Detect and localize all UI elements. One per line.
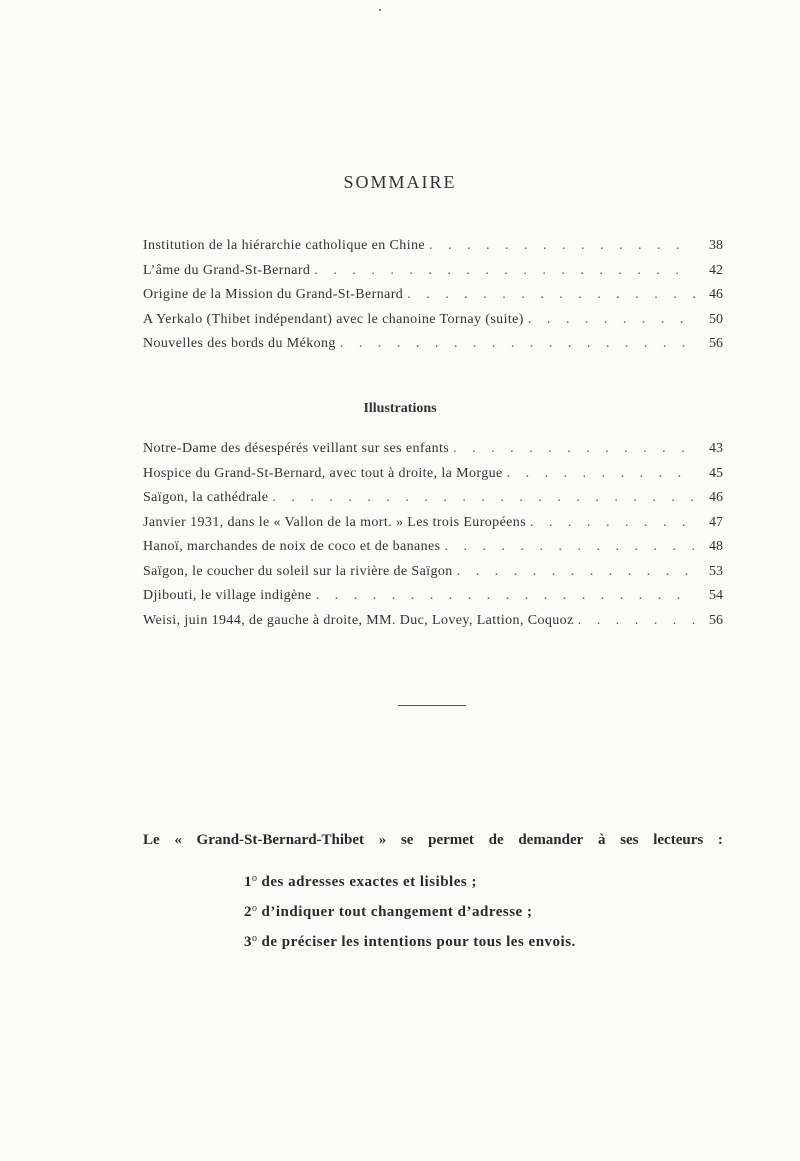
notice-word: » (378, 832, 387, 848)
toc-entry-title: A Yerkalo (Thibet indépendant) avec le chanoine Tornay (suite) (143, 311, 524, 327)
notice-word: Le (143, 832, 160, 848)
toc-entry-page: 56 (709, 336, 723, 351)
request-text: de préciser les intentions pour tous les envois. (261, 934, 576, 950)
illustration-title: Hanoï, marchandes de noix de coco et de bananes (143, 539, 441, 554)
request-text: des adresses exactes et lisibles ; (261, 874, 477, 890)
toc-entry-title: Origine de la Mission du Grand-St-Bernard (143, 287, 404, 302)
dot-leader (453, 441, 695, 457)
illustration-entry (143, 613, 723, 638)
illustration-entry (143, 490, 723, 515)
ordinal-mark: o (252, 933, 258, 944)
toc-entry (143, 238, 723, 263)
toc-entry (143, 287, 723, 312)
ordinal-mark: o (252, 903, 258, 914)
illustration-title: Saïgon, la cathédrale (143, 490, 269, 505)
dot-leader (507, 466, 695, 482)
ordinal-mark: o (252, 873, 258, 884)
dot-leader (314, 263, 695, 279)
toc-entry-title: Institution de la hiérarchie catholique en Chine (143, 238, 426, 253)
request-item (244, 873, 576, 903)
dot-leader (316, 588, 695, 604)
toc-entry-title: L’âme du Grand-St-Bernard (143, 262, 311, 278)
table-of-contents (143, 238, 723, 361)
illustrations-list (143, 441, 723, 637)
illustration-title: Saïgon, le coucher du soleil sur la rivière de Saïgon (143, 563, 453, 579)
illustration-title: Notre-Dame des désespérés veillant sur ses enfants (143, 441, 450, 456)
toc-entry-page: 50 (709, 311, 723, 327)
dot-leader (429, 238, 695, 254)
toc-entry (143, 263, 723, 288)
illustration-page: 47 (709, 514, 723, 530)
illustration-entry (143, 515, 723, 540)
illustration-entry (143, 539, 723, 564)
notice-word: Grand-St-Bernard-Thibet (196, 832, 365, 848)
dot-leader (578, 613, 695, 629)
notice-word: lecteurs (653, 832, 704, 848)
notice-word: demander (518, 832, 584, 848)
dot-leader (528, 312, 695, 328)
illustration-entry (143, 588, 723, 613)
notice-word: de (488, 832, 504, 848)
illustration-entry (143, 441, 723, 466)
notice-word: se (400, 832, 414, 848)
request-item (244, 933, 576, 963)
illustration-page: 53 (709, 563, 723, 579)
notice-word: permet (428, 832, 474, 848)
request-text: d’indiquer tout changement d’adresse ; (261, 904, 533, 920)
dot-leader (340, 336, 695, 352)
dot-leader (457, 564, 695, 580)
dot-leader (445, 539, 695, 555)
illustration-page: 46 (709, 490, 723, 505)
toc-entry (143, 312, 723, 337)
illustration-page: 54 (709, 588, 723, 603)
illustration-entry (143, 564, 723, 589)
top-mark (379, 9, 381, 11)
illustration-page: 56 (709, 612, 723, 628)
page-title: SOMMAIRE (343, 172, 457, 192)
request-number: 2 (244, 904, 252, 920)
notice-word: : (717, 832, 723, 848)
request-list (244, 873, 576, 963)
notice-word: à (598, 832, 606, 848)
illustration-page: 45 (709, 465, 723, 481)
illustrations-heading: Illustrations (363, 401, 437, 416)
notice-word: « (174, 832, 182, 848)
toc-entry-title: Nouvelles des bords du Mékong (143, 336, 336, 351)
illustration-entry (143, 466, 723, 491)
request-number: 1 (244, 874, 252, 890)
toc-entry-page: 46 (709, 287, 723, 302)
dot-leader (530, 515, 695, 531)
illustration-page: 48 (709, 539, 723, 554)
separator-rule (398, 705, 466, 706)
toc-entry (143, 336, 723, 361)
illustration-title: Janvier 1931, dans le « Vallon de la mort. » Les trois Européens (143, 514, 527, 530)
notice-word: ses (620, 832, 639, 848)
illustration-title: Djibouti, le village indigène (143, 588, 312, 603)
toc-entry-page: 42 (709, 262, 723, 278)
request-number: 3 (244, 934, 252, 950)
toc-entry-page: 38 (709, 238, 723, 253)
illustration-page: 43 (709, 441, 723, 456)
request-item (244, 903, 576, 933)
illustration-title: Weisi, juin 1944, de gauche à droite, MM. Duc, Lovey, Lattion, Coquoz (143, 612, 574, 628)
dot-leader (407, 287, 695, 303)
reader-notice (143, 832, 723, 849)
dot-leader (272, 490, 695, 506)
illustration-title: Hospice du Grand-St-Bernard, avec tout à droite, la Morgue (143, 465, 503, 481)
